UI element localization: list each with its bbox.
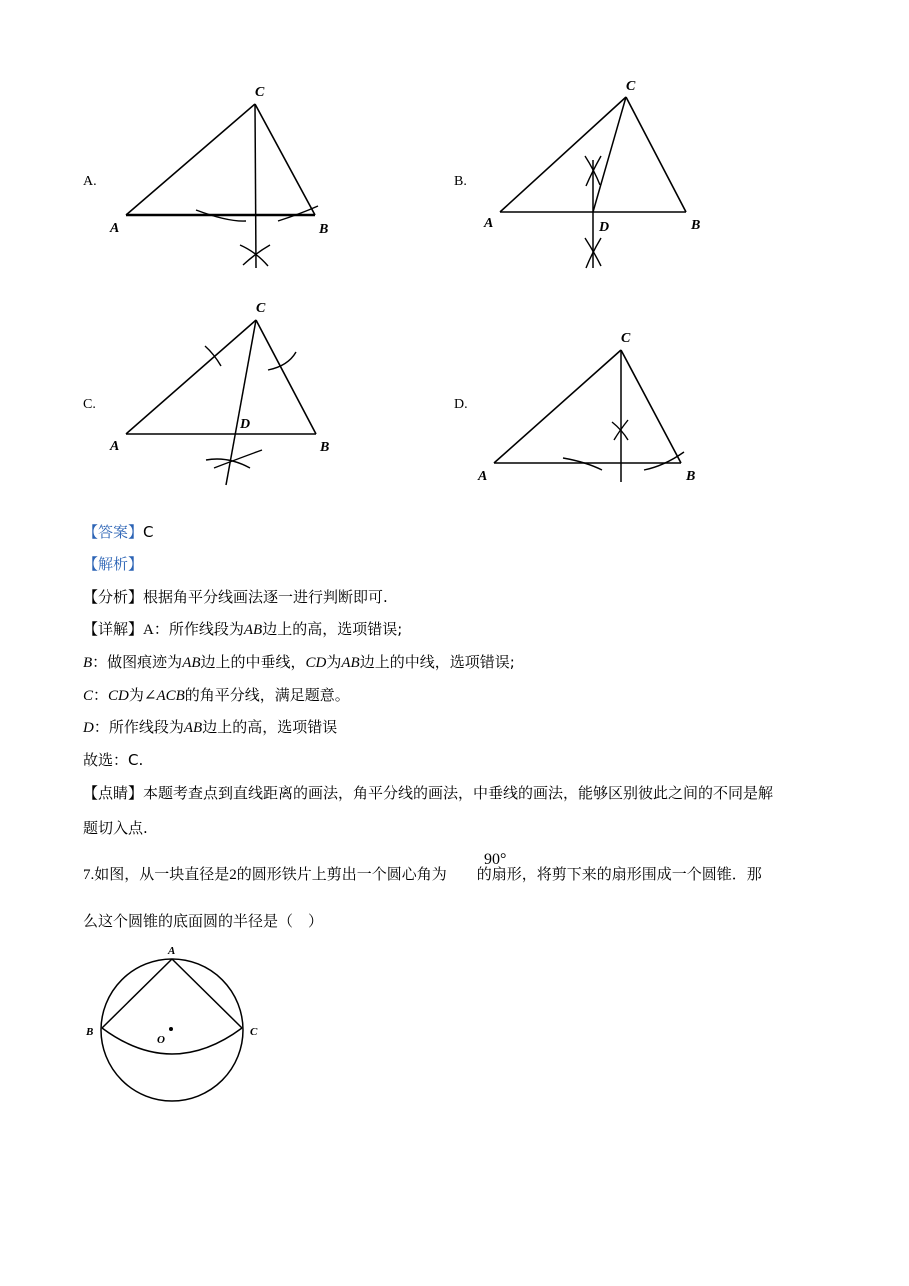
q7-point-c: C [250,1026,258,1038]
fenxi-tag: 【分析】 [83,588,144,606]
option-b-arc3 [585,238,601,266]
xiangjie-a-ab: AB [243,622,263,638]
b-ab: AB [182,655,201,671]
b-cd: CD [305,655,327,671]
c-t1: ： [93,686,109,704]
dianjing-tag: 【点睛】 [83,784,144,802]
option-d-label: D. [454,397,468,412]
q7-t3: 的扇形，将剪下来的扇形围成一个圆锥．那 [476,865,762,883]
option-c-point-a: A [110,439,120,454]
option-a-label: A. [83,174,97,189]
q7-line2: 么这个圆锥的底面圆的半径是（ ） [83,912,324,930]
option-c-arc-left [205,346,221,366]
b-t2: 边上的中垂线， [200,653,306,671]
option-b-point-c: C [626,79,636,94]
fenxi-text: 根据角平分线画法逐一进行判断即可. [143,588,388,606]
option-d-point-c: C [621,331,631,346]
option-b-point-a: A [484,216,494,231]
dianjing-line2: 题切入点. [83,819,148,837]
c-t3: 的角平分线，满足题意。 [184,686,350,704]
q7-t1: 如图，从一块直径是 [94,865,230,883]
q7-diameter: 2 [229,867,237,883]
c-explain-line [83,685,350,706]
answer-line [83,522,154,542]
option-d-arc-mid1 [612,422,628,440]
d-explain-line [83,717,337,738]
guxuan-value: C. [128,751,144,769]
q7-circle [101,959,243,1101]
option-a-arc-left [196,210,246,221]
option-d-arc-mid2 [614,420,628,440]
c-angle: ∠ACB [143,688,185,704]
guxuan-text: 故选： [83,751,129,769]
option-b-point-d: D [599,220,610,235]
q7-sector-ac [172,959,242,1028]
b-t3: 为 [326,653,342,671]
guxuan-line [83,750,143,770]
option-c-arc-right [268,352,296,370]
option-b-arc4 [586,238,601,268]
option-a-point-c: C [255,85,265,100]
option-a-arc-right [278,206,318,221]
option-d-point-a: A [478,469,488,484]
q7-point-b: B [86,1026,94,1038]
xiangjie-a-text2: 边上的高，选项错误; [262,620,403,638]
b-explain-line [83,652,515,673]
option-b-label: B. [454,174,467,189]
option-b-median-cd [593,97,626,212]
b-ab2: AB [341,655,360,671]
c-letter: C [83,688,94,704]
option-a-construction-line [255,104,256,268]
q7-sector-arc [102,1028,242,1054]
option-c-arc-bottom2 [214,450,262,468]
xiangjie-tag: 【详解】 [83,620,144,638]
option-c-triangle [126,320,316,434]
option-c-point-b: B [320,440,330,455]
q7-center-dot [169,1027,173,1031]
xiangjie-a-prefix: A： [143,622,169,638]
q7-sector-ab [102,959,172,1028]
b-letter: B [83,655,93,671]
option-d-arc-right [644,452,684,470]
answer-tag: 【答案】 [83,523,144,541]
q7-number: 7. [83,867,95,883]
dianjing-text1: 本题考查点到直线距离的画法，角平分线的画法，中垂线的画法，能够区别彼此之间的不同是解 [143,784,774,802]
c-t2: 为 [128,686,144,704]
d-t2: 边上的高，选项错误 [202,718,338,736]
option-d-point-b: B [686,469,696,484]
dianjing-line1 [83,783,773,803]
q7-point-a: A [168,945,176,957]
option-a-point-b: B [319,222,329,237]
option-a-triangle [126,104,315,215]
b-t1: ：做图痕迹为 [92,653,183,671]
option-a-arc-bottom2 [243,245,270,265]
xiangjie-a-text1: 所作线段为 [168,620,244,638]
q7-line1 [83,864,762,885]
option-d-arc-left [563,458,602,470]
analysis-tag: 【解析】 [83,555,144,573]
b-t4: 边上的中线，选项错误; [359,653,515,671]
option-c-label: C. [83,397,96,412]
q7-t2: 的圆形铁片上剪出一个圆心角为 [236,865,447,883]
option-c-point-c: C [256,301,266,316]
option-b-triangle [500,97,686,212]
q7-angle: 90° [484,851,507,868]
option-b-arc2 [586,156,601,186]
q7-point-o: O [157,1034,165,1046]
option-c-point-d: D [240,417,251,432]
option-b-arc1 [585,156,600,185]
xiangjie-line [83,619,402,640]
d-ab: AB [183,720,203,736]
fenxi-line [83,587,388,607]
option-d-triangle [494,350,681,463]
answer-value: C [143,523,154,541]
option-c-arc-bottom1 [206,459,250,468]
option-a-point-a: A [110,221,120,236]
d-letter: D [83,720,94,736]
d-t1: ：所作线段为 [93,718,184,736]
c-cd: CD [108,688,129,704]
option-a-arc-bottom1 [240,245,268,266]
option-c-bisector [226,320,256,485]
option-b-point-b: B [691,218,701,233]
